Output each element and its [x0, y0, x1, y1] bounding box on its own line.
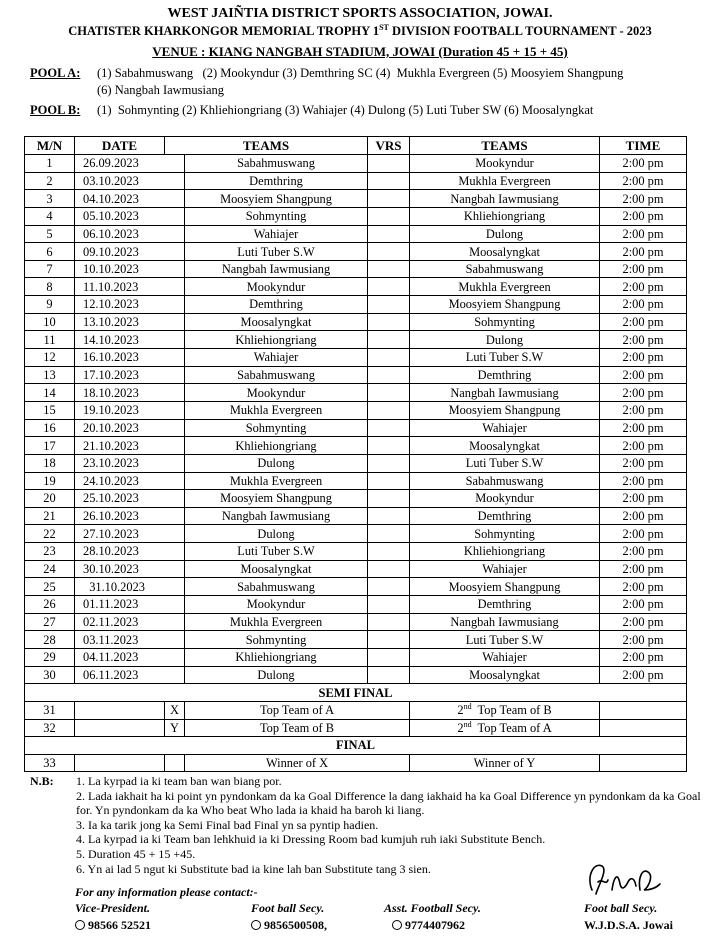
col-header-mn: M/N	[25, 137, 75, 155]
match-time: 2:00 pm	[600, 172, 687, 190]
match-no: 31	[25, 701, 75, 719]
match-time: 2:00 pm	[600, 207, 687, 225]
team-2-name: Top Team of A	[471, 720, 552, 735]
table-row	[25, 278, 687, 296]
team-1: Wahiajer	[185, 349, 368, 367]
team-2: Khliehiongriang	[410, 543, 600, 561]
team-1: Moosyiem Shangpung	[185, 190, 368, 208]
vrs-cell	[368, 155, 410, 173]
team-1: Sabahmuswang	[185, 578, 368, 596]
team-2: Sabahmuswang	[410, 472, 600, 490]
table-row	[25, 384, 687, 402]
match-date: 28.10.2023	[75, 543, 185, 561]
team-1: Sabahmuswang	[185, 366, 368, 384]
match-date: 17.10.2023	[75, 366, 185, 384]
table-row	[25, 331, 687, 349]
table-row	[25, 243, 687, 261]
table-row	[25, 701, 687, 719]
match-no: 23	[25, 543, 75, 561]
match-no: 14	[25, 384, 75, 402]
match-time: 2:00 pm	[600, 278, 687, 296]
team-2: Sabahmuswang	[410, 260, 600, 278]
vrs-cell	[368, 648, 410, 666]
table-row	[25, 613, 687, 631]
vrs-cell	[368, 207, 410, 225]
match-no: 24	[25, 560, 75, 578]
match-no: 33	[25, 754, 75, 772]
vrs-cell	[368, 666, 410, 684]
team-2: Moosalyngkat	[410, 243, 600, 261]
team-1: Demthring	[185, 296, 368, 314]
match-no: 16	[25, 419, 75, 437]
vrs-cell	[368, 596, 410, 614]
phone-icon	[75, 920, 85, 930]
match-time: 2:00 pm	[600, 190, 687, 208]
match-no: 32	[25, 719, 75, 737]
match-time: 2:00 pm	[600, 631, 687, 649]
team-2: Nangbah Iawmusiang	[410, 613, 600, 631]
team-2-name: Top Team of B	[471, 703, 552, 718]
match-date: 10.10.2023	[75, 260, 185, 278]
knockout-body	[25, 684, 687, 772]
team-2: Moosalyngkat	[410, 437, 600, 455]
table-row	[25, 543, 687, 561]
team-1: Moosalyngkat	[185, 313, 368, 331]
match-time: 2:00 pm	[600, 578, 687, 596]
team-2: Luti Tuber S.W	[410, 349, 600, 367]
table-row	[25, 754, 687, 772]
match-no: 5	[25, 225, 75, 243]
semi-final-label: SEMI FINAL	[25, 684, 687, 702]
table-row	[25, 172, 687, 190]
team-1: Demthring	[185, 172, 368, 190]
vrs-cell	[368, 366, 410, 384]
match-time: 2:00 pm	[600, 366, 687, 384]
match-time: 2:00 pm	[600, 260, 687, 278]
table-row	[25, 401, 687, 419]
table-row	[25, 437, 687, 455]
vrs-cell	[368, 419, 410, 437]
match-date: 25.10.2023	[75, 490, 185, 508]
team-1: Moosalyngkat	[185, 560, 368, 578]
team-2: Demthring	[410, 366, 600, 384]
note-item: 2. Lada iakhait ha ki point yn pyndonkam da ka Goal Difference la dang iakhaid ha ka Goal Difference yn pyndonkam da ka Goal for. Yn pyndonkam da ka Who beat Who lada ia khaid ha baroh ki liang.	[76, 788, 701, 818]
position: 2	[457, 720, 464, 735]
match-date: 11.10.2023	[75, 278, 185, 296]
team-2: Dulong	[410, 331, 600, 349]
match-time: 2:00 pm	[600, 525, 687, 543]
table-row	[25, 719, 687, 737]
tournament-title	[0, 24, 720, 39]
position-sup: nd	[463, 702, 472, 712]
match-time: 2:00 pm	[600, 666, 687, 684]
final-row-label	[25, 737, 687, 755]
pool-a	[30, 66, 623, 81]
team-2: Wahiajer	[410, 648, 600, 666]
col-header-teams: TEAMS	[165, 137, 368, 155]
table-row	[25, 419, 687, 437]
match-date: 03.10.2023	[75, 172, 185, 190]
match-time: 2:00 pm	[600, 349, 687, 367]
table-row	[25, 648, 687, 666]
pool-a-teams-cont: (6) Nangbah Iawmusiang	[97, 83, 225, 97]
signature-image	[584, 856, 664, 900]
match-date: 12.10.2023	[75, 296, 185, 314]
vrs-cell	[368, 296, 410, 314]
pool-b-label: POOL B:	[30, 103, 81, 117]
pool-a-label: POOL A:	[30, 66, 81, 80]
afs-phone	[392, 918, 465, 933]
match-time: 2:00 pm	[600, 313, 687, 331]
table-row	[25, 313, 687, 331]
match-no: 11	[25, 331, 75, 349]
team-2	[410, 701, 600, 719]
match-date: 06.11.2023	[75, 666, 185, 684]
table-row	[25, 631, 687, 649]
match-date: 26.10.2023	[75, 507, 185, 525]
match-no: 3	[25, 190, 75, 208]
semi-code: Y	[165, 719, 185, 737]
table-row	[25, 366, 687, 384]
team-2: Wahiajer	[410, 560, 600, 578]
match-date: 18.10.2023	[75, 384, 185, 402]
team-2: Mookyndur	[410, 490, 600, 508]
team-2	[410, 719, 600, 737]
tournament-title-post: DIVISION FOOTBALL TOURNAMENT - 2023	[388, 24, 652, 38]
team-2: Moosyiem Shangpung	[410, 296, 600, 314]
team-2: Moosyiem Shangpung	[410, 578, 600, 596]
team-1: Mookyndur	[185, 384, 368, 402]
table-row	[25, 225, 687, 243]
table-header-row	[25, 137, 687, 155]
match-no: 2	[25, 172, 75, 190]
match-no: 17	[25, 437, 75, 455]
team-2: Demthring	[410, 507, 600, 525]
match-time: 2:00 pm	[600, 596, 687, 614]
match-time: 2:00 pm	[600, 560, 687, 578]
team-1: Luti Tuber S.W	[185, 543, 368, 561]
team-1: Top Team of A	[185, 701, 410, 719]
vrs-cell	[368, 331, 410, 349]
team-2: Luti Tuber S.W	[410, 454, 600, 472]
table-row	[25, 578, 687, 596]
match-no: 18	[25, 454, 75, 472]
match-date: 26.09.2023	[75, 155, 185, 173]
table-row	[25, 155, 687, 173]
phone-icon	[392, 920, 402, 930]
team-1: Khliehiongriang	[185, 437, 368, 455]
match-no: 28	[25, 631, 75, 649]
fixture-table	[24, 136, 687, 772]
match-time: 2:00 pm	[600, 648, 687, 666]
sign-org: W.J.D.S.A. Jowai	[584, 918, 673, 932]
table-row	[25, 666, 687, 684]
association-title: WEST JAIÑTIA DISTRICT SPORTS ASSOCIATION, JOWAI.	[167, 6, 553, 21]
col-header-teams-2: TEAMS	[410, 137, 600, 155]
match-no: 29	[25, 648, 75, 666]
table-row	[25, 296, 687, 314]
match-no: 12	[25, 349, 75, 367]
vrs-cell	[368, 543, 410, 561]
match-date: 20.10.2023	[75, 419, 185, 437]
match-body	[25, 155, 687, 684]
match-date: 14.10.2023	[75, 331, 185, 349]
match-time: 2:00 pm	[600, 507, 687, 525]
team-1: Nangbah Iawmusiang	[185, 507, 368, 525]
vrs-cell	[368, 190, 410, 208]
team-2: Winner of Y	[410, 754, 600, 772]
table-row	[25, 207, 687, 225]
team-2: Sohmynting	[410, 525, 600, 543]
match-time: 2:00 pm	[600, 419, 687, 437]
match-date: 09.10.2023	[75, 243, 185, 261]
match-no: 21	[25, 507, 75, 525]
match-time: 2:00 pm	[600, 155, 687, 173]
match-date: 06.10.2023	[75, 225, 185, 243]
team-2: Nangbah Iawmusiang	[410, 384, 600, 402]
team-2: Sohmynting	[410, 313, 600, 331]
sign-title: Foot ball Secy.	[584, 901, 658, 915]
match-date: 04.11.2023	[75, 648, 185, 666]
match-date: 24.10.2023	[75, 472, 185, 490]
match-date: 02.11.2023	[75, 613, 185, 631]
team-2: Luti Tuber S.W	[410, 631, 600, 649]
match-date: 03.11.2023	[75, 631, 185, 649]
date-cell	[75, 701, 165, 719]
team-1: Sabahmuswang	[185, 155, 368, 173]
match-date: 16.10.2023	[75, 349, 185, 367]
vrs-cell	[368, 578, 410, 596]
table-row	[25, 472, 687, 490]
vrs-cell	[368, 613, 410, 631]
match-no: 15	[25, 401, 75, 419]
team-1: Winner of X	[185, 754, 410, 772]
table-row	[25, 560, 687, 578]
team-1: Mukhla Evergreen	[185, 472, 368, 490]
semi-final-row-label	[25, 684, 687, 702]
team-2: Moosalyngkat	[410, 666, 600, 684]
table-row	[25, 525, 687, 543]
match-time: 2:00 pm	[600, 490, 687, 508]
final-label: FINAL	[25, 737, 687, 755]
team-2: Mookyndur	[410, 155, 600, 173]
vp-title: Vice-President.	[75, 901, 150, 915]
vrs-cell	[368, 560, 410, 578]
match-date: 13.10.2023	[75, 313, 185, 331]
match-no: 7	[25, 260, 75, 278]
match-time: 2:00 pm	[600, 243, 687, 261]
team-2: Dulong	[410, 225, 600, 243]
match-no: 13	[25, 366, 75, 384]
match-no: 26	[25, 596, 75, 614]
team-1: Mukhla Evergreen	[185, 401, 368, 419]
match-time: 2:00 pm	[600, 296, 687, 314]
pool-b-teams: (1) Sohmynting (2) Khliehiongriang (3) Wahiajer (4) Dulong (5) Luti Tuber SW (6) Moosalyngkat	[97, 103, 594, 117]
afs-title: Asst. Football Secy.	[384, 901, 481, 915]
table-row	[25, 596, 687, 614]
vrs-cell	[368, 437, 410, 455]
date-cell	[75, 719, 165, 737]
team-2: Mukhla Evergreen	[410, 172, 600, 190]
match-date: 05.10.2023	[75, 207, 185, 225]
time-cell	[600, 701, 687, 719]
team-2: Moosyiem Shangpung	[410, 401, 600, 419]
pool-b	[30, 103, 593, 118]
team-1: Mookyndur	[185, 596, 368, 614]
match-no: 20	[25, 490, 75, 508]
vrs-cell	[368, 172, 410, 190]
vrs-cell	[368, 490, 410, 508]
team-2: Nangbah Iawmusiang	[410, 190, 600, 208]
match-no: 1	[25, 155, 75, 173]
time-cell	[600, 754, 687, 772]
match-time: 2:00 pm	[600, 384, 687, 402]
team-1: Khliehiongriang	[185, 648, 368, 666]
semi-code: X	[165, 701, 185, 719]
vrs-cell	[368, 507, 410, 525]
contact-intro: For any information please contact:-	[75, 885, 258, 899]
match-time: 2:00 pm	[600, 613, 687, 631]
match-date: 04.10.2023	[75, 190, 185, 208]
code-cell	[165, 754, 185, 772]
team-2: Mukhla Evergreen	[410, 278, 600, 296]
team-2: Wahiajer	[410, 419, 600, 437]
table-row	[25, 454, 687, 472]
match-date: 19.10.2023	[75, 401, 185, 419]
tournament-title-pre: CHATISTER KHARKONGOR MEMORIAL TROPHY 1	[68, 24, 380, 38]
match-date: 27.10.2023	[75, 525, 185, 543]
note-item: 3. Ia ka tarik jong ka Semi Final bad Final yn sa pyntip hadien.	[76, 817, 379, 832]
col-header-date: DATE	[75, 137, 165, 155]
date-cell	[75, 754, 165, 772]
team-1: Sohmynting	[185, 207, 368, 225]
vrs-cell	[368, 454, 410, 472]
team-1: Top Team of B	[185, 719, 410, 737]
match-no: 6	[25, 243, 75, 261]
col-header-time: TIME	[600, 137, 687, 155]
table-row	[25, 260, 687, 278]
match-no: 10	[25, 313, 75, 331]
team-1: Moosyiem Shangpung	[185, 490, 368, 508]
team-1: Sohmynting	[185, 631, 368, 649]
vp-phone-number: 98566 52521	[88, 918, 151, 932]
vp-phone	[75, 918, 151, 933]
pool-a-teams: (1) Sabahmuswang (2) Mookyndur (3) Demthring SC (4) Mukhla Evergreen (5) Moosyiem Shangpung	[97, 66, 624, 80]
match-no: 30	[25, 666, 75, 684]
match-date: 30.10.2023	[75, 560, 185, 578]
team-1: Nangbah Iawmusiang	[185, 260, 368, 278]
fs-phone-number: 9856500508,	[264, 918, 327, 932]
team-1: Sohmynting	[185, 419, 368, 437]
table-row	[25, 349, 687, 367]
note-item: 1. La kyrpad ia ki team ban wan biang por.	[76, 774, 282, 788]
note-item: 5. Duration 45 + 15 +45.	[76, 846, 196, 861]
note-item: 4. La kyrpad ia ki Team ban lehkhuid ia ki Dressing Room bad kumjuh ruh iaki Substitute Bench.	[76, 832, 546, 847]
team-2: Demthring	[410, 596, 600, 614]
match-no: 22	[25, 525, 75, 543]
col-header-vrs: VRS	[368, 137, 410, 155]
team-1: Mookyndur	[185, 278, 368, 296]
vrs-cell	[368, 243, 410, 261]
position-sup: nd	[463, 719, 472, 729]
vrs-cell	[368, 278, 410, 296]
table-row	[25, 507, 687, 525]
match-no: 27	[25, 613, 75, 631]
afs-phone-number: 9774407962	[405, 918, 465, 932]
team-1: Khliehiongriang	[185, 331, 368, 349]
vrs-cell	[368, 631, 410, 649]
match-no: 25	[25, 578, 75, 596]
team-1: Mukhla Evergreen	[185, 613, 368, 631]
match-no: 4	[25, 207, 75, 225]
match-date: 23.10.2023	[75, 454, 185, 472]
vrs-cell	[368, 472, 410, 490]
match-time: 2:00 pm	[600, 472, 687, 490]
team-1: Dulong	[185, 454, 368, 472]
team-2: Khliehiongriang	[410, 207, 600, 225]
time-cell	[600, 719, 687, 737]
vrs-cell	[368, 525, 410, 543]
match-time: 2:00 pm	[600, 225, 687, 243]
match-time: 2:00 pm	[600, 401, 687, 419]
team-1: Dulong	[185, 525, 368, 543]
vrs-cell	[368, 225, 410, 243]
match-time: 2:00 pm	[600, 543, 687, 561]
match-date: 01.11.2023	[75, 596, 185, 614]
notes-label: N.B:	[30, 774, 54, 788]
venue-line: VENUE : KIANG NANGBAH STADIUM, JOWAI (Duration 45 + 15 + 45)	[152, 44, 568, 59]
table-row	[25, 190, 687, 208]
vrs-cell	[368, 401, 410, 419]
note-item: 6. Yn ai lad 5 ngut ki Substitute bad ia kine lah ban Substitute tang 3 sien.	[76, 861, 431, 876]
table-row	[25, 490, 687, 508]
team-1: Luti Tuber S.W	[185, 243, 368, 261]
match-no: 19	[25, 472, 75, 490]
match-no: 8	[25, 278, 75, 296]
match-date: 31.10.2023	[75, 578, 185, 596]
fs-phone	[251, 918, 327, 933]
match-time: 2:00 pm	[600, 331, 687, 349]
team-1: Wahiajer	[185, 225, 368, 243]
phone-icon	[251, 920, 261, 930]
match-date: 21.10.2023	[75, 437, 185, 455]
vrs-cell	[368, 313, 410, 331]
tournament-title-sup: ST	[379, 22, 389, 32]
vrs-cell	[368, 260, 410, 278]
match-no: 9	[25, 296, 75, 314]
team-1: Dulong	[185, 666, 368, 684]
fs-title: Foot ball Secy.	[251, 901, 325, 915]
match-time: 2:00 pm	[600, 454, 687, 472]
position: 2	[457, 703, 464, 718]
vrs-cell	[368, 384, 410, 402]
vrs-cell	[368, 349, 410, 367]
match-time: 2:00 pm	[600, 437, 687, 455]
